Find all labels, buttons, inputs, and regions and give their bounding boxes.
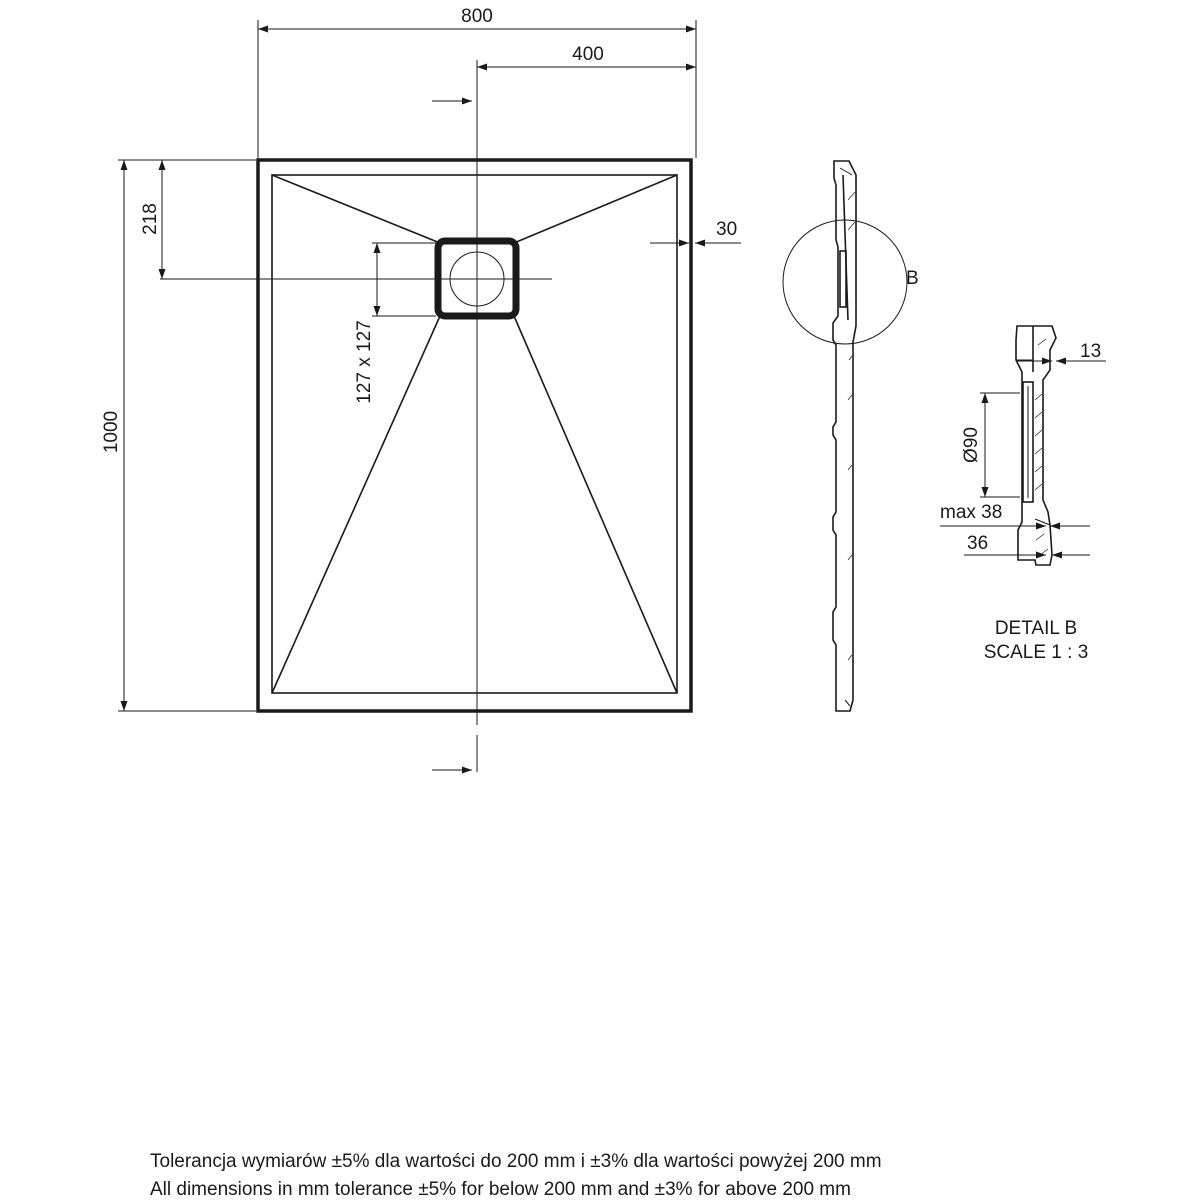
dimension-90: [961, 393, 1020, 497]
dimension-max-38: [940, 502, 1090, 526]
dimension-36: [964, 533, 1090, 555]
dimension-400: [477, 44, 696, 67]
side-section-hatch: [848, 192, 855, 660]
dimension-overall-length: 1000: [101, 410, 122, 454]
plan-view: [160, 60, 691, 772]
dimension-tray-height: 36: [967, 533, 989, 554]
tolerance-note-english: All dimensions in mm tolerance ±5% for below 200 mm and ±3% for above 200 mm: [150, 1179, 851, 1200]
dimension-30: [650, 219, 741, 243]
dimension-drain-size: 127 x 127: [354, 320, 375, 404]
dimension-drain-offset: 218: [140, 203, 161, 235]
tolerance-note-polish: Tolerancja wymiarów ±5% dla wartości do 200 mm i ±3% dla wartości powyżej 200 mm: [150, 1151, 882, 1172]
detail-title: DETAIL B: [994, 618, 1078, 639]
side-section-view: [833, 161, 856, 711]
dimension-max-depth: max 38: [940, 502, 1003, 523]
tray-inner-rim: [272, 175, 677, 693]
slope-lines: [272, 175, 677, 693]
dimension-1000: [101, 160, 256, 711]
dimension-half-width: 400: [572, 44, 604, 65]
detail-callout-label: B: [906, 268, 919, 289]
dimension-218: [140, 160, 162, 279]
detail-b-view: [1016, 326, 1056, 565]
detail-scale: SCALE 1 : 3: [983, 642, 1089, 663]
dimension-rim-width: 30: [716, 219, 738, 240]
dimension-detail-rim: 13: [1080, 341, 1102, 362]
dimension-13: [1016, 341, 1106, 362]
dimension-overall-width: 800: [461, 6, 493, 27]
dimension-outlet-diameter: Ø90: [961, 427, 982, 463]
dimension-drain: [354, 243, 436, 404]
detail-b-hatch: [1035, 339, 1048, 555]
